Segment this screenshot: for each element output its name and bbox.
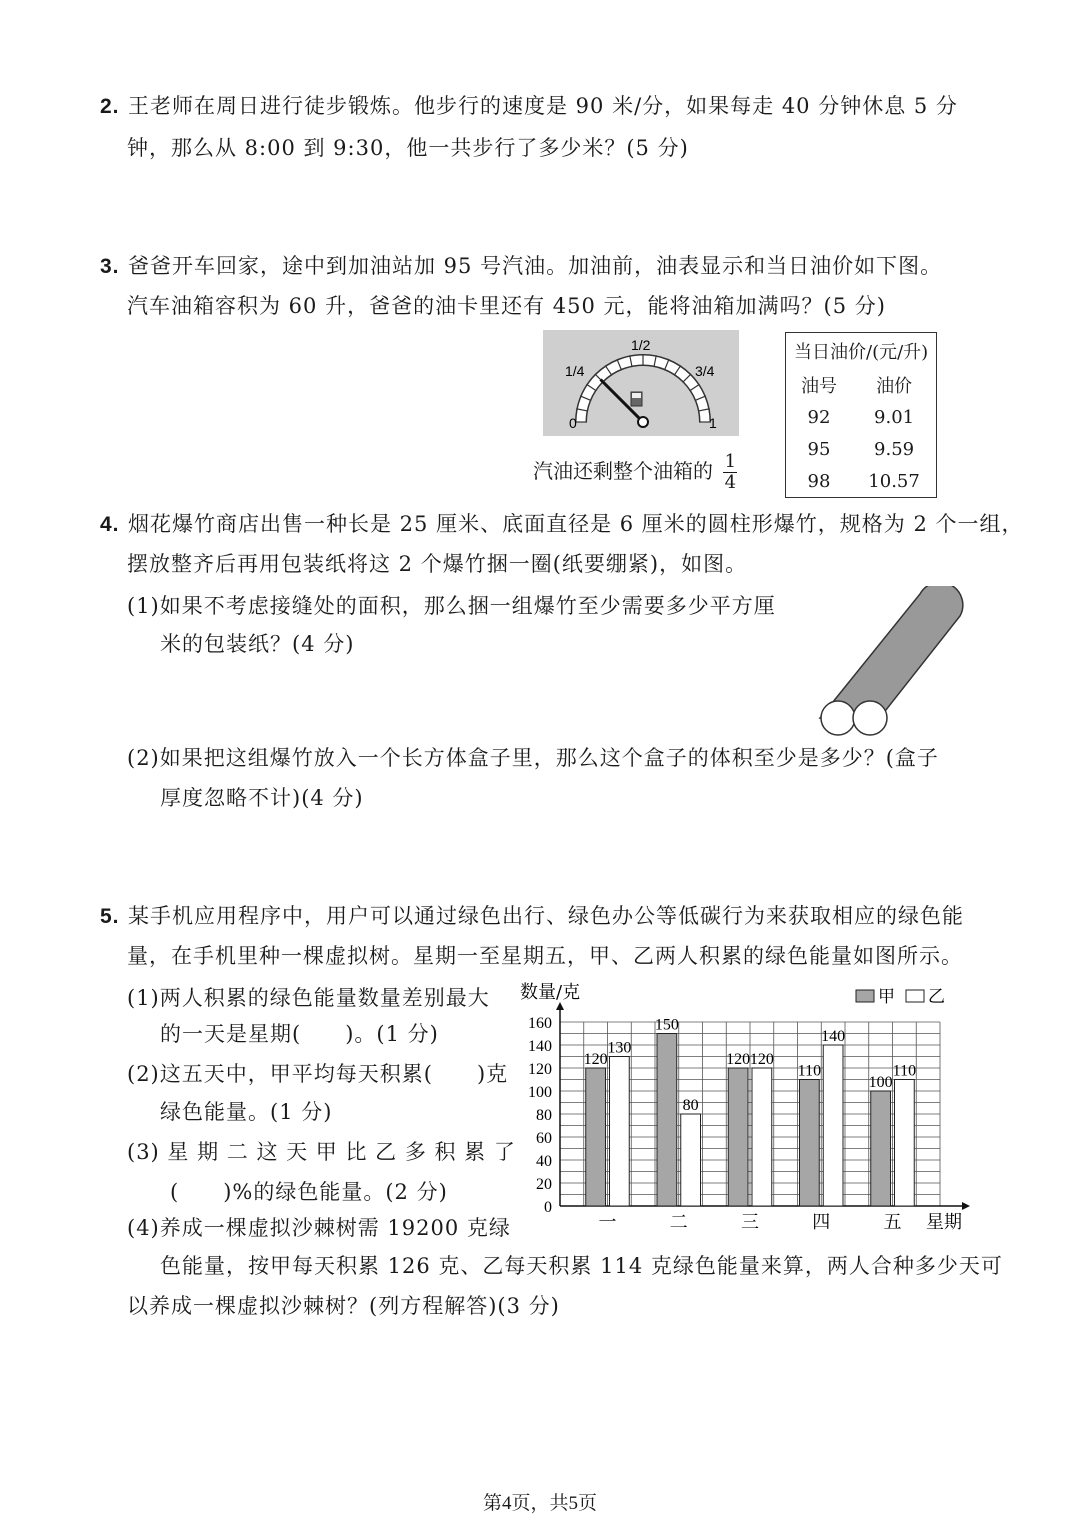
y-tick-label: 120	[528, 1061, 552, 1078]
x-axis-arrow	[962, 1202, 970, 1210]
q5-line2: 量，在手机里种一棵虚拟树。星期一至星期五，甲、乙两人积累的绿色能量如图所示。	[127, 944, 963, 968]
q3-line1: 3. 爸爸开车回家，途中到加油站加 95 号汽油。加油前，油表显示和当日油价如下图。	[100, 254, 943, 278]
x-tick-label: 四	[812, 1212, 831, 1233]
table-row: 92 9.01	[807, 406, 915, 428]
q5-part1-line1: (1)两人积累的绿色能量数量差别最大	[127, 986, 490, 1010]
x-axis-label: 星期	[926, 1212, 962, 1233]
q4-number: 4.	[100, 513, 120, 536]
q3-number: 3.	[100, 255, 120, 278]
price-header-grade: 油号	[800, 376, 837, 397]
bar-value-label: 110	[892, 1062, 917, 1080]
bar-甲-四	[800, 1080, 820, 1207]
y-tick-label: 80	[536, 1107, 552, 1124]
legend-swatch-乙	[906, 990, 924, 1002]
gauge-label-three-quarter: 3/4	[695, 363, 715, 379]
legend-label-乙: 乙	[928, 987, 945, 1007]
table-row: 98 10.57	[807, 470, 920, 492]
y-tick-label: 40	[536, 1153, 552, 1170]
bar-value-label: 140	[821, 1028, 846, 1045]
gauge-label-half: 1/2	[631, 337, 651, 353]
q5-part2-line2: 绿色能量。(1 分)	[160, 1100, 333, 1124]
bar-甲-一	[586, 1068, 606, 1206]
q5-part4-line1: (4)养成一棵虚拟沙棘树需 19200 克绿	[127, 1216, 511, 1240]
bar-value-label: 120	[749, 1051, 774, 1068]
bar-甲-三	[728, 1068, 748, 1206]
bar-value-label: 120	[583, 1051, 608, 1068]
y-tick-label: 20	[536, 1176, 552, 1193]
x-tick-label: 一	[598, 1212, 617, 1233]
x-tick-label: 三	[741, 1212, 759, 1233]
bar-乙-二	[681, 1114, 701, 1206]
bar-乙-三	[752, 1068, 772, 1206]
q5-part4-line2: 色能量，按甲每天积累 126 克、乙每天积累 114 克绿色能量来算，两人合种多少天可	[160, 1254, 1003, 1278]
q5-part3-line2: ( )%的绿色能量。(2 分)	[170, 1180, 448, 1204]
y-tick-label: 160	[528, 1015, 552, 1032]
q4-line2: 摆放整齐后再用包装纸将这 2 个爆竹捆一圈(纸要绷紧)，如图。	[127, 552, 748, 576]
gauge-label-0: 0	[569, 415, 577, 431]
y-tick-label: 140	[528, 1038, 552, 1055]
gauge-pivot	[638, 417, 648, 427]
bar-value-label: 110	[797, 1062, 822, 1080]
x-tick-label: 五	[883, 1212, 902, 1233]
bar-甲-二	[657, 1034, 677, 1207]
bar-value-label: 80	[682, 1097, 699, 1114]
y-axis-label: 数量/克	[520, 982, 581, 1003]
oil-price-table	[785, 332, 937, 498]
q5-part1-line2: 的一天是星期( )。(1 分)	[160, 1022, 439, 1046]
q4-part2-line1: (2)如果把这组爆竹放入一个长方体盒子里，那么这个盒子的体积至少是多少？(盒子	[127, 746, 939, 770]
q4-part1-line2: 米的包装纸？(4 分)	[160, 632, 355, 656]
fraction-one-quarter: $\frac{1}{4}$	[724, 451, 737, 493]
price-header-price: 油价	[876, 376, 913, 397]
bar-value-label: 130	[607, 1039, 632, 1057]
bar-乙-一	[610, 1057, 630, 1207]
page-footer: 第4页，共5页	[482, 1493, 597, 1514]
price-table-title: 当日油价/(元/升)	[794, 342, 929, 363]
bar-value-label: 120	[726, 1051, 751, 1068]
q5-part3-line1: (3) 星 期 二 这 天 甲 比 乙 多 积 累 了	[127, 1140, 516, 1164]
fuel-gauge	[543, 330, 739, 436]
gauge-label-1: 1	[709, 415, 717, 431]
q5-line1: 5. 某手机应用程序中，用户可以通过绿色出行、绿色办公等低碳行为来获取相应的绿色能	[100, 904, 964, 928]
gauge-caption: 汽油还剩整个油箱的 $\frac{1}{4}$	[533, 451, 737, 493]
y-axis-arrow	[556, 1002, 564, 1010]
q5-part2-line1: (2)这五天中，甲平均每天积累( )克	[127, 1062, 509, 1086]
bar-乙-五	[895, 1080, 915, 1207]
y-tick-label: 60	[536, 1130, 552, 1147]
q2-line2: 钟，那么从 8:00 到 9:30，他一共步行了多少米？(5 分)	[127, 136, 689, 160]
bar-value-label: 150	[654, 1016, 679, 1034]
q5-part4-line3: 以养成一棵虚拟沙棘树？(列方程解答)(3 分)	[127, 1294, 560, 1318]
bar-甲-五	[871, 1091, 891, 1206]
q5-number: 5.	[100, 905, 120, 928]
q4-line1: 4. 烟花爆竹商店出售一种长是 25 厘米、底面直径是 6 厘米的圆柱形爆竹，规格为 2 个一组，	[100, 512, 1024, 536]
energy-bar-chart	[520, 978, 970, 1238]
q2-line1: 2. 王老师在周日进行徒步锻炼。他步行的速度是 90 米/分，如果每走 40 分钟休息 5 分	[100, 94, 958, 118]
bar-value-label: 100	[868, 1074, 893, 1091]
y-tick-label: 100	[528, 1084, 552, 1101]
table-row: 95 9.59	[807, 438, 915, 460]
bar-乙-四	[823, 1045, 843, 1206]
q3-line2: 汽车油箱容积为 60 升，爸爸的油卡里还有 450 元，能将油箱加满吗？(5 分)	[127, 294, 886, 318]
x-tick-label: 二	[669, 1212, 688, 1233]
legend-swatch-甲	[856, 990, 874, 1002]
q4-part1-line1: (1)如果不考虑接缝处的面积，那么捆一组爆竹至少需要多少平方厘	[127, 594, 776, 618]
firecracker-figure	[818, 586, 964, 738]
y-tick-label: 0	[544, 1199, 552, 1216]
q4-part2-line2: 厚度忽略不计)(4 分)	[160, 786, 364, 810]
legend-label-甲: 甲	[878, 987, 895, 1007]
q2-number: 2.	[100, 95, 120, 118]
gauge-label-quarter: 1/4	[565, 363, 585, 379]
